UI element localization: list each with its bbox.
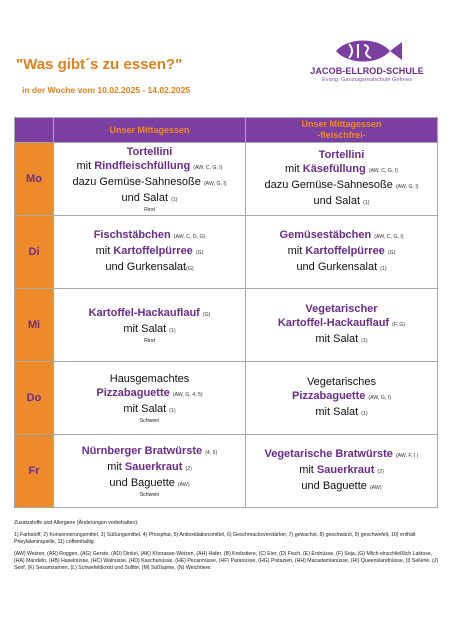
allergen-codes: (AW, C, G, I) <box>368 168 398 174</box>
page-title: "Was gibt´s zu essen?" <box>16 56 183 73</box>
column-header-line: -fleischfrei- <box>317 130 366 140</box>
column-header-line: Unser Mittagessen <box>301 119 382 129</box>
meal-cell <box>54 435 246 508</box>
school-logo <box>296 38 438 83</box>
dish-line: mit <box>76 159 95 172</box>
allergen-codes: (AW, G, I) <box>203 180 227 187</box>
dish-line: mit Salat <box>123 322 167 335</box>
dish-side: Sauerkraut <box>316 464 375 476</box>
menu-header-row <box>15 118 438 143</box>
menu-row-friday <box>15 435 438 508</box>
allergen-codes: (F, G) <box>392 322 406 328</box>
allergen-codes: (AW) <box>369 485 382 491</box>
allergen-codes: (AW, C, D, G) <box>173 234 206 240</box>
week-range: in der Woche vom 10.02.2025 - 14.02.2025 <box>22 85 191 95</box>
dish-side: Rindfleischfüllung <box>94 159 191 172</box>
allergen-codes: (AW, C, G, I) <box>374 234 404 240</box>
dish-side: Kartoffelpürree <box>113 245 193 257</box>
allergen-codes: (AW) <box>177 481 190 488</box>
allergen-codes: (1) <box>380 266 387 272</box>
fish-logo-icon <box>330 38 404 64</box>
allergen-codes: (1) <box>363 200 370 206</box>
column-header-meat <box>54 118 246 143</box>
menu-row-tuesday <box>15 216 438 289</box>
dish-line: und Baguette <box>301 480 367 492</box>
meal-cell-vegetarian <box>246 362 438 435</box>
allergen-codes: (G) <box>195 250 204 256</box>
dish-name: Tortellini <box>126 145 173 158</box>
allergen-notes <box>14 520 442 576</box>
allergen-codes: (1) <box>361 338 368 344</box>
meal-cell-vegetarian <box>246 216 438 289</box>
day-label: Di <box>15 216 54 289</box>
dish-line: mit <box>95 245 114 257</box>
dish-line: und Baguette <box>109 476 175 489</box>
menu-row-thursday <box>15 362 438 435</box>
dish-name: Gemüsestäbchen <box>279 229 372 241</box>
column-header-label: Unser Mittagessen <box>109 124 190 135</box>
day-label: Mi <box>15 289 54 362</box>
allergen-codes: (AW, G, 4, 5) <box>172 391 203 398</box>
meat-type-note: Rind <box>144 206 155 213</box>
day-label: Mo <box>15 143 54 216</box>
dish-name: Tortellini <box>318 149 365 161</box>
allergen-codes: (G) <box>186 266 194 272</box>
dish-name: Kartoffel-Hackauflauf <box>88 306 200 319</box>
allergen-codes: (2) <box>185 465 192 472</box>
allergen-codes: (1) <box>169 327 176 334</box>
allergen-codes: (1) <box>171 196 178 203</box>
meal-cell-vegetarian <box>246 289 438 362</box>
allergen-codes: (G) <box>202 311 211 318</box>
allergen-codes: (2) <box>377 469 384 475</box>
meal-cell <box>54 216 246 289</box>
meal-cell <box>54 289 246 362</box>
day-label: Do <box>15 362 54 435</box>
dish-line: und Gurkensalat <box>296 261 378 273</box>
menu-row-monday <box>15 143 438 216</box>
dish-name: Nürnberger Bratwürste <box>81 444 203 457</box>
allergen-codes: (AW, F, I ) <box>395 453 419 459</box>
school-subtitle: Evang. Ganztagsrealschule Gefrees <box>322 77 412 83</box>
allergen-codes: (AW, G, I) <box>395 184 419 190</box>
dish-line: mit <box>287 245 306 257</box>
dish-line: dazu Gemüse-Sahnesoße <box>72 175 201 188</box>
day-label: Fr <box>15 435 54 508</box>
dish-side: Kartoffelpürree <box>305 245 385 257</box>
notes-heading: Zusatzstoffe und Allergene (Änderungen vorbehalten): <box>14 520 139 526</box>
dish-name: Pizzabaguette <box>96 386 170 399</box>
allergen-codes: (AW, C, G, I) <box>193 164 223 171</box>
dish-line: mit <box>285 163 303 175</box>
dish-line: mit Salat <box>123 402 167 415</box>
additives-list: 1) Farbstoff, 2) Konservierungsmittel, 3) Süßungsmittel, 4) Phosphat, 5) Antioxidationsmittel, 6) Geschmacksverstärker, 7) gewachst, 8) geschwärzt, 9) geschwefelt, 10) enthält Pheylalaninquelle, 11) coffeinhaltig. <box>14 531 416 545</box>
dish-name: Pizzabaguette <box>292 390 366 402</box>
allergens-list: (AW) Weizen, (AR) Roggen, (AG) Gerste, (AD) Dinkel, (AK) Khorasan-Weizen, (AH) Hafer, (B) Krebstiere, (C) Eier, (D) Fisch, (E) Erdnüsse, (F) Soja, (G) Milch einschließlich Laktose, (HA) Mandeln, (HB) Haselnüsse, (HC) Walnüsse, (HD) Kaschunüsse, (HE) Pecannüsse, (HF) Paranüsse, (HG) Pistazien, (HH) Macadamianüsse, (HI) Queenslandnüsse, (I) Sellerie, (J) Senf, (K) Sesamsamen, (L) Schwefeldioxid und Sulfite, (M) Süßlupine, (N) Weichtiere. <box>14 550 439 571</box>
dish-name: Vegetarischer <box>305 303 378 315</box>
dish-line: mit <box>107 460 125 473</box>
dish-side: Käsefüllung <box>302 163 366 175</box>
allergen-codes: (4, 5) <box>205 449 218 456</box>
dish-side: Sauerkraut <box>124 460 183 473</box>
dish-line: dazu Gemüse-Sahnesoße <box>264 179 393 191</box>
meal-cell <box>54 143 246 216</box>
allergen-codes: (1) <box>169 407 176 414</box>
allergen-codes: (1) <box>361 411 368 417</box>
dish-line: mit Salat <box>315 406 359 418</box>
dish-line: und Salat <box>121 191 169 204</box>
dish-line: mit Salat <box>315 333 359 345</box>
meat-type-note: Schwein <box>139 417 160 424</box>
dish-name: Vegetarische Bratwürste <box>264 448 393 460</box>
menu-table <box>14 117 438 508</box>
column-header-vegetarian <box>246 118 438 143</box>
dish-line: und Salat <box>313 195 361 207</box>
dish-line: Hausgemachtes <box>109 372 190 385</box>
dish-line: und Gurkensalat <box>105 261 187 273</box>
meal-cell-vegetarian <box>246 435 438 508</box>
dish-name: Fischstäbchen <box>93 229 171 241</box>
allergen-codes: (AW, G, I) <box>368 395 391 401</box>
school-name: JACOB-ELLROD-SCHULE <box>310 66 424 76</box>
meal-cell-vegetarian <box>246 143 438 216</box>
meat-type-note: Schwein <box>139 491 160 498</box>
allergen-codes: (G) <box>387 250 396 256</box>
corner-cell <box>15 118 54 143</box>
dish-line: mit <box>299 464 317 476</box>
dish-name: Kartoffel-Hackauflauf <box>277 317 390 329</box>
menu-row-wednesday <box>15 289 438 362</box>
dish-line: Vegetarisches <box>306 376 377 388</box>
meal-cell <box>54 362 246 435</box>
meat-type-note: Rind <box>144 337 155 344</box>
